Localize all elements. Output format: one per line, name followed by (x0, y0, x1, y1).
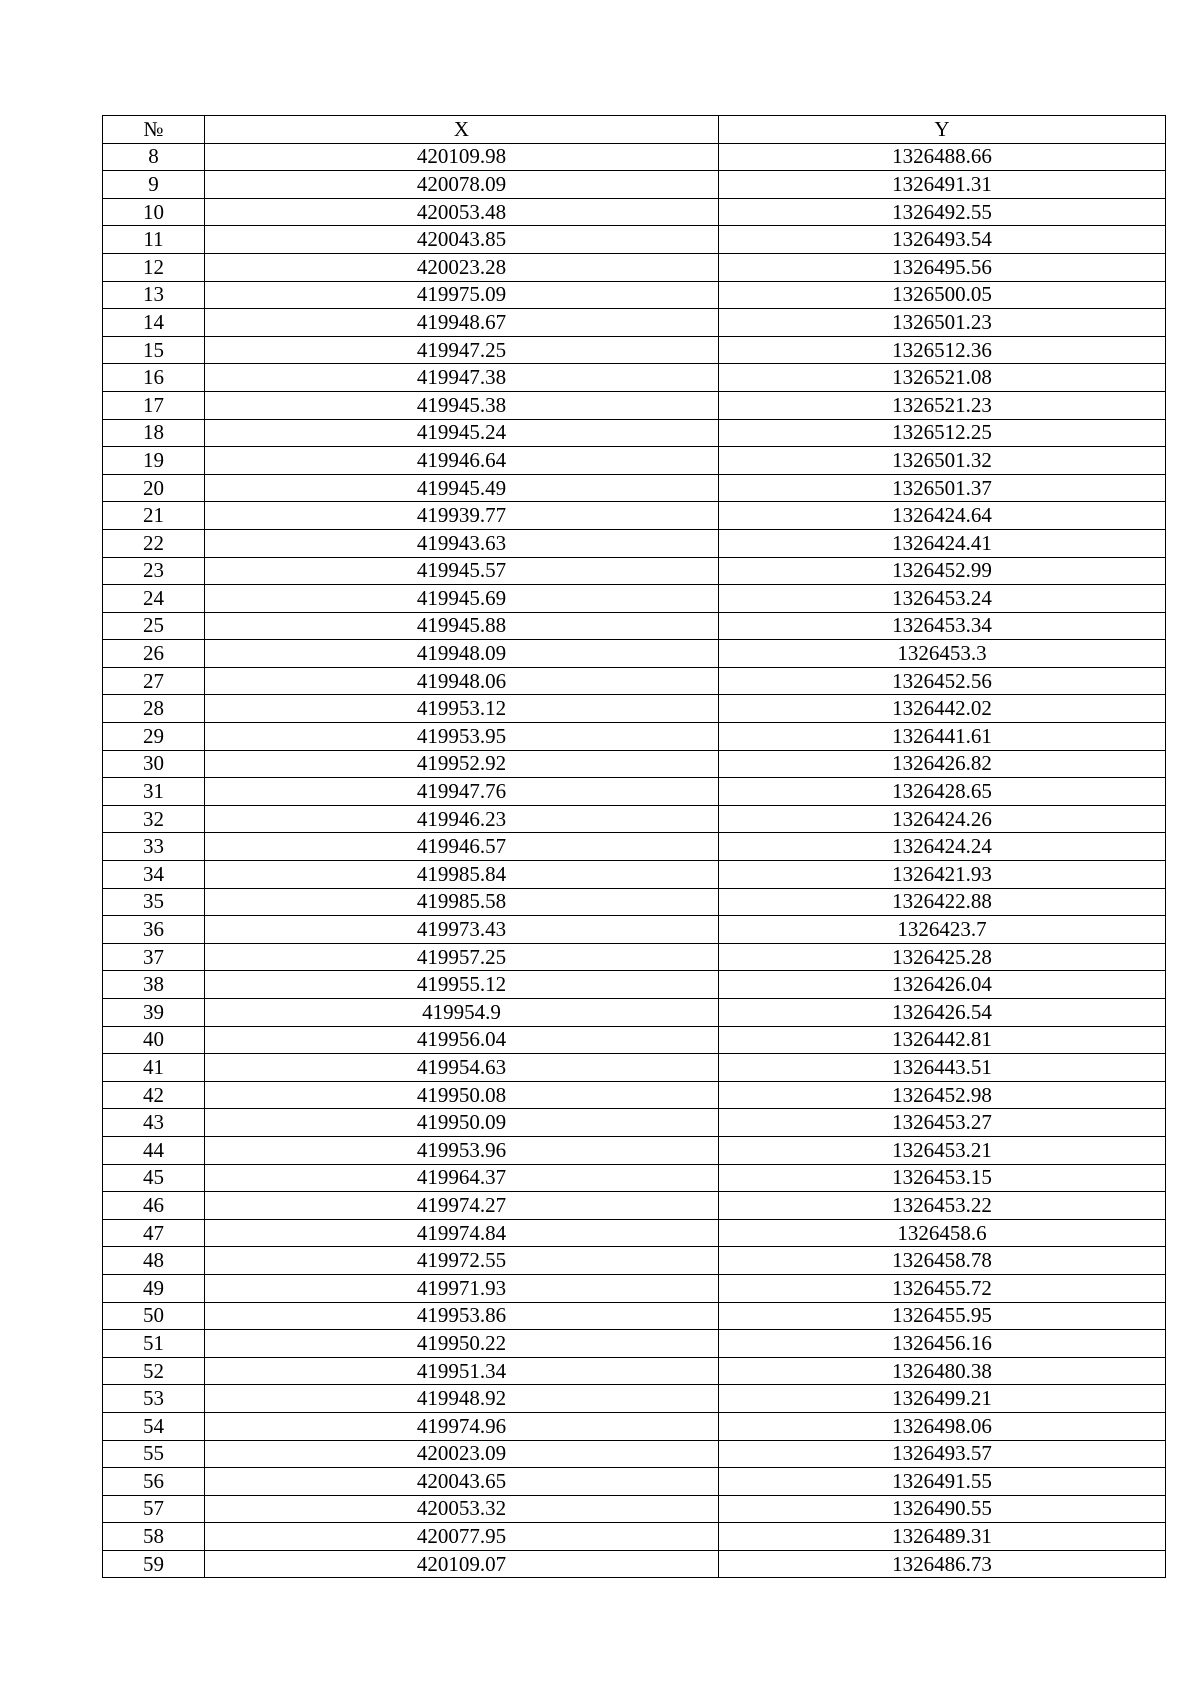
point-number-cell: 38 (103, 971, 205, 999)
y-coordinate-cell: 1326456.16 (719, 1330, 1166, 1358)
point-number-cell: 58 (103, 1523, 205, 1551)
x-coordinate-cell: 419946.23 (205, 805, 719, 833)
table-row (103, 281, 1166, 309)
table-row (103, 916, 1166, 944)
y-coordinate-cell: 1326422.88 (719, 888, 1166, 916)
table-row (103, 1054, 1166, 1082)
y-coordinate-cell: 1326458.78 (719, 1247, 1166, 1275)
x-coordinate-cell: 419951.34 (205, 1357, 719, 1385)
x-coordinate-cell: 419950.09 (205, 1109, 719, 1137)
table-row (103, 1109, 1166, 1137)
point-number-cell: 13 (103, 281, 205, 309)
point-number-cell: 34 (103, 861, 205, 889)
table-row (103, 529, 1166, 557)
point-number-cell: 25 (103, 612, 205, 640)
x-coordinate-cell: 420078.09 (205, 171, 719, 199)
y-coordinate-cell: 1326498.06 (719, 1412, 1166, 1440)
table-row (103, 695, 1166, 723)
table-row (103, 143, 1166, 171)
y-coordinate-cell: 1326452.56 (719, 667, 1166, 695)
y-coordinate-cell: 1326426.54 (719, 999, 1166, 1027)
x-coordinate-cell: 420077.95 (205, 1523, 719, 1551)
y-coordinate-cell: 1326428.65 (719, 778, 1166, 806)
y-coordinate-cell: 1326424.26 (719, 805, 1166, 833)
point-number-cell: 51 (103, 1330, 205, 1358)
point-number-cell: 15 (103, 336, 205, 364)
table-row (103, 1523, 1166, 1551)
point-number-cell: 24 (103, 585, 205, 613)
point-number-cell: 29 (103, 723, 205, 751)
coordinates-table (102, 115, 1166, 1578)
point-number-cell: 35 (103, 888, 205, 916)
y-coordinate-cell: 1326501.32 (719, 447, 1166, 475)
x-coordinate-cell: 420109.07 (205, 1550, 719, 1578)
table-row (103, 1468, 1166, 1496)
y-coordinate-cell: 1326426.82 (719, 750, 1166, 778)
x-coordinate-cell: 419945.49 (205, 474, 719, 502)
table-row (103, 171, 1166, 199)
table-row (103, 1081, 1166, 1109)
table-row (103, 1247, 1166, 1275)
table-row (103, 502, 1166, 530)
point-number-cell: 36 (103, 916, 205, 944)
y-coordinate-cell: 1326453.22 (719, 1192, 1166, 1220)
x-coordinate-cell: 419956.04 (205, 1026, 719, 1054)
y-coordinate-cell: 1326480.38 (719, 1357, 1166, 1385)
table-header (103, 116, 1166, 144)
x-coordinate-cell: 419945.24 (205, 419, 719, 447)
point-number-cell: 41 (103, 1054, 205, 1082)
table-row (103, 447, 1166, 475)
x-coordinate-cell: 419946.57 (205, 833, 719, 861)
x-coordinate-cell: 419974.84 (205, 1219, 719, 1247)
y-coordinate-cell: 1326500.05 (719, 281, 1166, 309)
point-number-cell: 28 (103, 695, 205, 723)
y-coordinate-cell: 1326493.54 (719, 226, 1166, 254)
point-number-cell: 43 (103, 1109, 205, 1137)
x-coordinate-cell: 419971.93 (205, 1274, 719, 1302)
y-coordinate-cell: 1326501.37 (719, 474, 1166, 502)
x-coordinate-cell: 419948.67 (205, 309, 719, 337)
x-coordinate-cell: 419943.63 (205, 529, 719, 557)
point-number-cell: 20 (103, 474, 205, 502)
point-number-cell: 11 (103, 226, 205, 254)
y-coordinate-cell: 1326488.66 (719, 143, 1166, 171)
x-coordinate-cell: 419948.09 (205, 640, 719, 668)
table-row (103, 778, 1166, 806)
table-row (103, 1385, 1166, 1413)
point-number-cell: 50 (103, 1302, 205, 1330)
table-row (103, 612, 1166, 640)
y-coordinate-cell: 1326421.93 (719, 861, 1166, 889)
point-number-cell: 39 (103, 999, 205, 1027)
x-coordinate-cell: 419974.96 (205, 1412, 719, 1440)
point-number-cell: 52 (103, 1357, 205, 1385)
x-coordinate-cell: 419975.09 (205, 281, 719, 309)
table-row (103, 1412, 1166, 1440)
table-row (103, 419, 1166, 447)
point-number-cell: 14 (103, 309, 205, 337)
x-coordinate-cell: 419953.86 (205, 1302, 719, 1330)
x-coordinate-cell: 419939.77 (205, 502, 719, 530)
table-row (103, 833, 1166, 861)
point-number-cell: 17 (103, 391, 205, 419)
point-number-cell: 8 (103, 143, 205, 171)
table-row (103, 474, 1166, 502)
y-coordinate-cell: 1326521.23 (719, 391, 1166, 419)
y-coordinate-cell: 1326442.02 (719, 695, 1166, 723)
table-row (103, 1274, 1166, 1302)
point-number-cell: 23 (103, 557, 205, 585)
x-coordinate-cell: 419972.55 (205, 1247, 719, 1275)
x-coordinate-cell: 419945.38 (205, 391, 719, 419)
point-number-cell: 21 (103, 502, 205, 530)
table-body (103, 143, 1166, 1578)
x-coordinate-cell: 420053.32 (205, 1495, 719, 1523)
point-number-cell: 45 (103, 1164, 205, 1192)
y-coordinate-cell: 1326489.31 (719, 1523, 1166, 1551)
table-row (103, 364, 1166, 392)
point-number-cell: 32 (103, 805, 205, 833)
point-number-cell: 16 (103, 364, 205, 392)
y-coordinate-cell: 1326491.31 (719, 171, 1166, 199)
point-number-cell: 22 (103, 529, 205, 557)
y-coordinate-cell: 1326493.57 (719, 1440, 1166, 1468)
point-number-cell: 40 (103, 1026, 205, 1054)
point-number-cell: 33 (103, 833, 205, 861)
table-row (103, 1219, 1166, 1247)
table-row (103, 999, 1166, 1027)
table-row (103, 585, 1166, 613)
y-coordinate-cell: 1326426.04 (719, 971, 1166, 999)
y-coordinate-cell: 1326453.34 (719, 612, 1166, 640)
y-coordinate-cell: 1326499.21 (719, 1385, 1166, 1413)
point-number-cell: 37 (103, 943, 205, 971)
table-row (103, 1357, 1166, 1385)
point-number-cell: 48 (103, 1247, 205, 1275)
y-coordinate-cell: 1326453.27 (719, 1109, 1166, 1137)
x-coordinate-cell: 419948.92 (205, 1385, 719, 1413)
x-coordinate-cell: 419948.06 (205, 667, 719, 695)
x-coordinate-cell: 420023.28 (205, 253, 719, 281)
x-coordinate-cell: 419950.22 (205, 1330, 719, 1358)
point-number-cell: 54 (103, 1412, 205, 1440)
x-coordinate-cell: 419950.08 (205, 1081, 719, 1109)
y-coordinate-cell: 1326491.55 (719, 1468, 1166, 1496)
point-number-cell: 18 (103, 419, 205, 447)
point-number-cell: 53 (103, 1385, 205, 1413)
y-coordinate-cell: 1326490.55 (719, 1495, 1166, 1523)
x-coordinate-cell: 420043.65 (205, 1468, 719, 1496)
point-number-cell: 59 (103, 1550, 205, 1578)
y-coordinate-cell: 1326458.6 (719, 1219, 1166, 1247)
y-coordinate-cell: 1326501.23 (719, 309, 1166, 337)
table-row (103, 1192, 1166, 1220)
table-row (103, 198, 1166, 226)
header-x: X (205, 116, 719, 144)
x-coordinate-cell: 419954.9 (205, 999, 719, 1027)
point-number-cell: 47 (103, 1219, 205, 1247)
table-row (103, 226, 1166, 254)
table-row (103, 1026, 1166, 1054)
x-coordinate-cell: 419974.27 (205, 1192, 719, 1220)
x-coordinate-cell: 419952.92 (205, 750, 719, 778)
point-number-cell: 27 (103, 667, 205, 695)
header-number: № (103, 116, 205, 144)
x-coordinate-cell: 420053.48 (205, 198, 719, 226)
table-row (103, 309, 1166, 337)
y-coordinate-cell: 1326495.56 (719, 253, 1166, 281)
x-coordinate-cell: 419957.25 (205, 943, 719, 971)
table-row (103, 253, 1166, 281)
x-coordinate-cell: 420109.98 (205, 143, 719, 171)
x-coordinate-cell: 419973.43 (205, 916, 719, 944)
table-row (103, 861, 1166, 889)
x-coordinate-cell: 419945.57 (205, 557, 719, 585)
table-row (103, 391, 1166, 419)
y-coordinate-cell: 1326453.24 (719, 585, 1166, 613)
table-row (103, 1495, 1166, 1523)
table-row (103, 750, 1166, 778)
header-y: Y (719, 116, 1166, 144)
point-number-cell: 46 (103, 1192, 205, 1220)
y-coordinate-cell: 1326452.98 (719, 1081, 1166, 1109)
table-row (103, 943, 1166, 971)
x-coordinate-cell: 419945.69 (205, 585, 719, 613)
point-number-cell: 30 (103, 750, 205, 778)
point-number-cell: 57 (103, 1495, 205, 1523)
y-coordinate-cell: 1326424.64 (719, 502, 1166, 530)
table-row (103, 1550, 1166, 1578)
point-number-cell: 55 (103, 1440, 205, 1468)
x-coordinate-cell: 420043.85 (205, 226, 719, 254)
y-coordinate-cell: 1326442.81 (719, 1026, 1166, 1054)
y-coordinate-cell: 1326423.7 (719, 916, 1166, 944)
x-coordinate-cell: 419953.12 (205, 695, 719, 723)
point-number-cell: 42 (103, 1081, 205, 1109)
table-row (103, 888, 1166, 916)
x-coordinate-cell: 419947.76 (205, 778, 719, 806)
point-number-cell: 19 (103, 447, 205, 475)
y-coordinate-cell: 1326492.55 (719, 198, 1166, 226)
x-coordinate-cell: 419985.58 (205, 888, 719, 916)
table-row (103, 1164, 1166, 1192)
x-coordinate-cell: 419947.38 (205, 364, 719, 392)
y-coordinate-cell: 1326425.28 (719, 943, 1166, 971)
table-row (103, 667, 1166, 695)
point-number-cell: 10 (103, 198, 205, 226)
x-coordinate-cell: 419964.37 (205, 1164, 719, 1192)
y-coordinate-cell: 1326424.41 (719, 529, 1166, 557)
y-coordinate-cell: 1326512.25 (719, 419, 1166, 447)
y-coordinate-cell: 1326521.08 (719, 364, 1166, 392)
x-coordinate-cell: 419953.95 (205, 723, 719, 751)
point-number-cell: 49 (103, 1274, 205, 1302)
table-row (103, 1440, 1166, 1468)
y-coordinate-cell: 1326453.21 (719, 1136, 1166, 1164)
table-row (103, 805, 1166, 833)
y-coordinate-cell: 1326486.73 (719, 1550, 1166, 1578)
y-coordinate-cell: 1326455.95 (719, 1302, 1166, 1330)
table-row (103, 640, 1166, 668)
y-coordinate-cell: 1326455.72 (719, 1274, 1166, 1302)
x-coordinate-cell: 419955.12 (205, 971, 719, 999)
table-row (103, 1136, 1166, 1164)
table-row (103, 1302, 1166, 1330)
point-number-cell: 44 (103, 1136, 205, 1164)
table-row (103, 723, 1166, 751)
x-coordinate-cell: 419953.96 (205, 1136, 719, 1164)
y-coordinate-cell: 1326452.99 (719, 557, 1166, 585)
header-row (103, 116, 1166, 144)
point-number-cell: 9 (103, 171, 205, 199)
y-coordinate-cell: 1326453.15 (719, 1164, 1166, 1192)
x-coordinate-cell: 419945.88 (205, 612, 719, 640)
point-number-cell: 31 (103, 778, 205, 806)
x-coordinate-cell: 419954.63 (205, 1054, 719, 1082)
point-number-cell: 12 (103, 253, 205, 281)
table-row (103, 336, 1166, 364)
y-coordinate-cell: 1326443.51 (719, 1054, 1166, 1082)
table-row (103, 557, 1166, 585)
y-coordinate-cell: 1326453.3 (719, 640, 1166, 668)
y-coordinate-cell: 1326441.61 (719, 723, 1166, 751)
x-coordinate-cell: 419946.64 (205, 447, 719, 475)
x-coordinate-cell: 419985.84 (205, 861, 719, 889)
table-row (103, 1330, 1166, 1358)
y-coordinate-cell: 1326424.24 (719, 833, 1166, 861)
y-coordinate-cell: 1326512.36 (719, 336, 1166, 364)
x-coordinate-cell: 420023.09 (205, 1440, 719, 1468)
point-number-cell: 26 (103, 640, 205, 668)
x-coordinate-cell: 419947.25 (205, 336, 719, 364)
point-number-cell: 56 (103, 1468, 205, 1496)
table-row (103, 971, 1166, 999)
